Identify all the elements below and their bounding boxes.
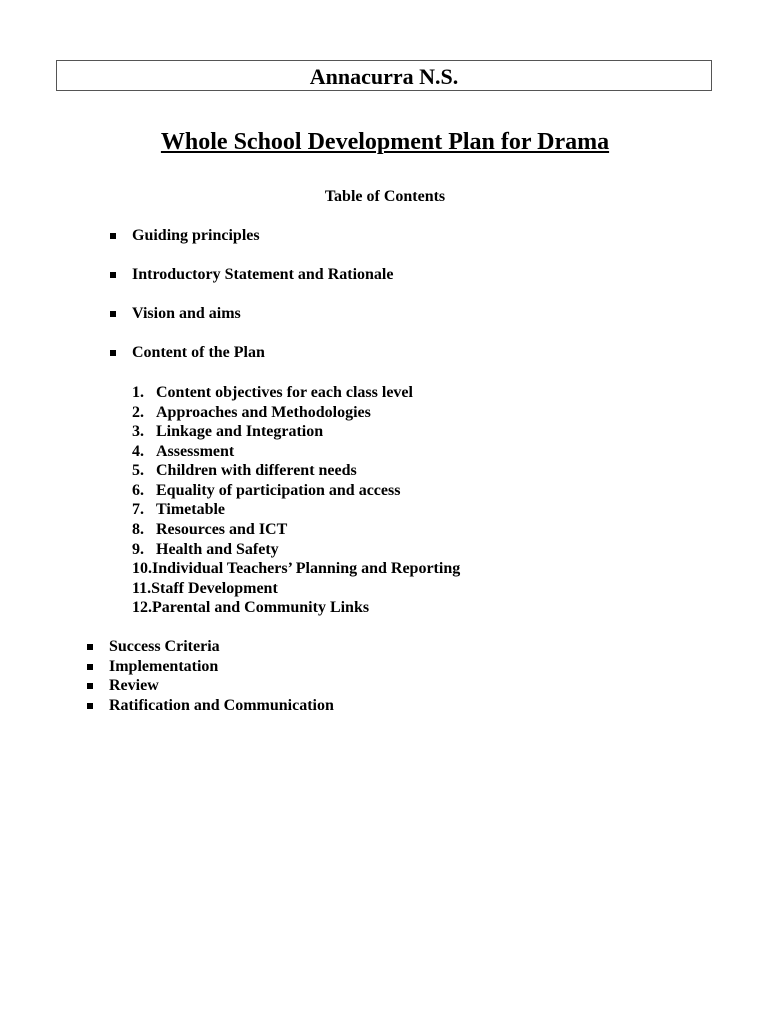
list-item: Ratification and Communication — [109, 697, 334, 714]
list-item: Content of the Plan — [132, 344, 265, 361]
numbered-item: 3. Linkage and Integration — [132, 423, 324, 440]
numbered-item: 6. Equality of participation and access — [132, 482, 401, 499]
numbered-item: 12.Parental and Community Links — [132, 599, 370, 616]
square-bullet-icon — [87, 703, 93, 709]
toc-heading: Table of Contents — [324, 188, 446, 205]
square-bullet-icon — [87, 683, 93, 689]
square-bullet-icon — [110, 350, 116, 356]
square-bullet-icon — [87, 664, 93, 670]
school-name-box — [56, 60, 712, 91]
numbered-item: 7. Timetable — [132, 501, 226, 518]
school-name: Annacurra N.S. — [309, 64, 459, 89]
numbered-item: 9. Health and Safety — [132, 541, 279, 558]
numbered-item: 10.Individual Teachers’ Planning and Reporting — [132, 560, 461, 577]
numbered-item: 4. Assessment — [132, 443, 235, 460]
square-bullet-icon — [110, 272, 116, 278]
list-item: Success Criteria — [109, 638, 220, 655]
numbered-item: 8. Resources and ICT — [132, 521, 288, 538]
list-item: Review — [109, 677, 159, 694]
document-title: Whole School Development Plan for Drama — [160, 129, 610, 155]
square-bullet-icon — [110, 311, 116, 317]
square-bullet-icon — [110, 233, 116, 239]
numbered-item: 5. Children with different needs — [132, 462, 357, 479]
square-bullet-icon — [87, 644, 93, 650]
numbered-item: 1. Content objectives for each class level — [132, 384, 413, 401]
numbered-item: 2. Approaches and Methodologies — [132, 404, 371, 421]
list-item: Introductory Statement and Rationale — [132, 266, 394, 283]
numbered-item: 11.Staff Development — [132, 580, 278, 597]
list-item: Vision and aims — [132, 305, 241, 322]
list-item: Guiding principles — [132, 227, 260, 244]
list-item: Implementation — [109, 658, 219, 675]
